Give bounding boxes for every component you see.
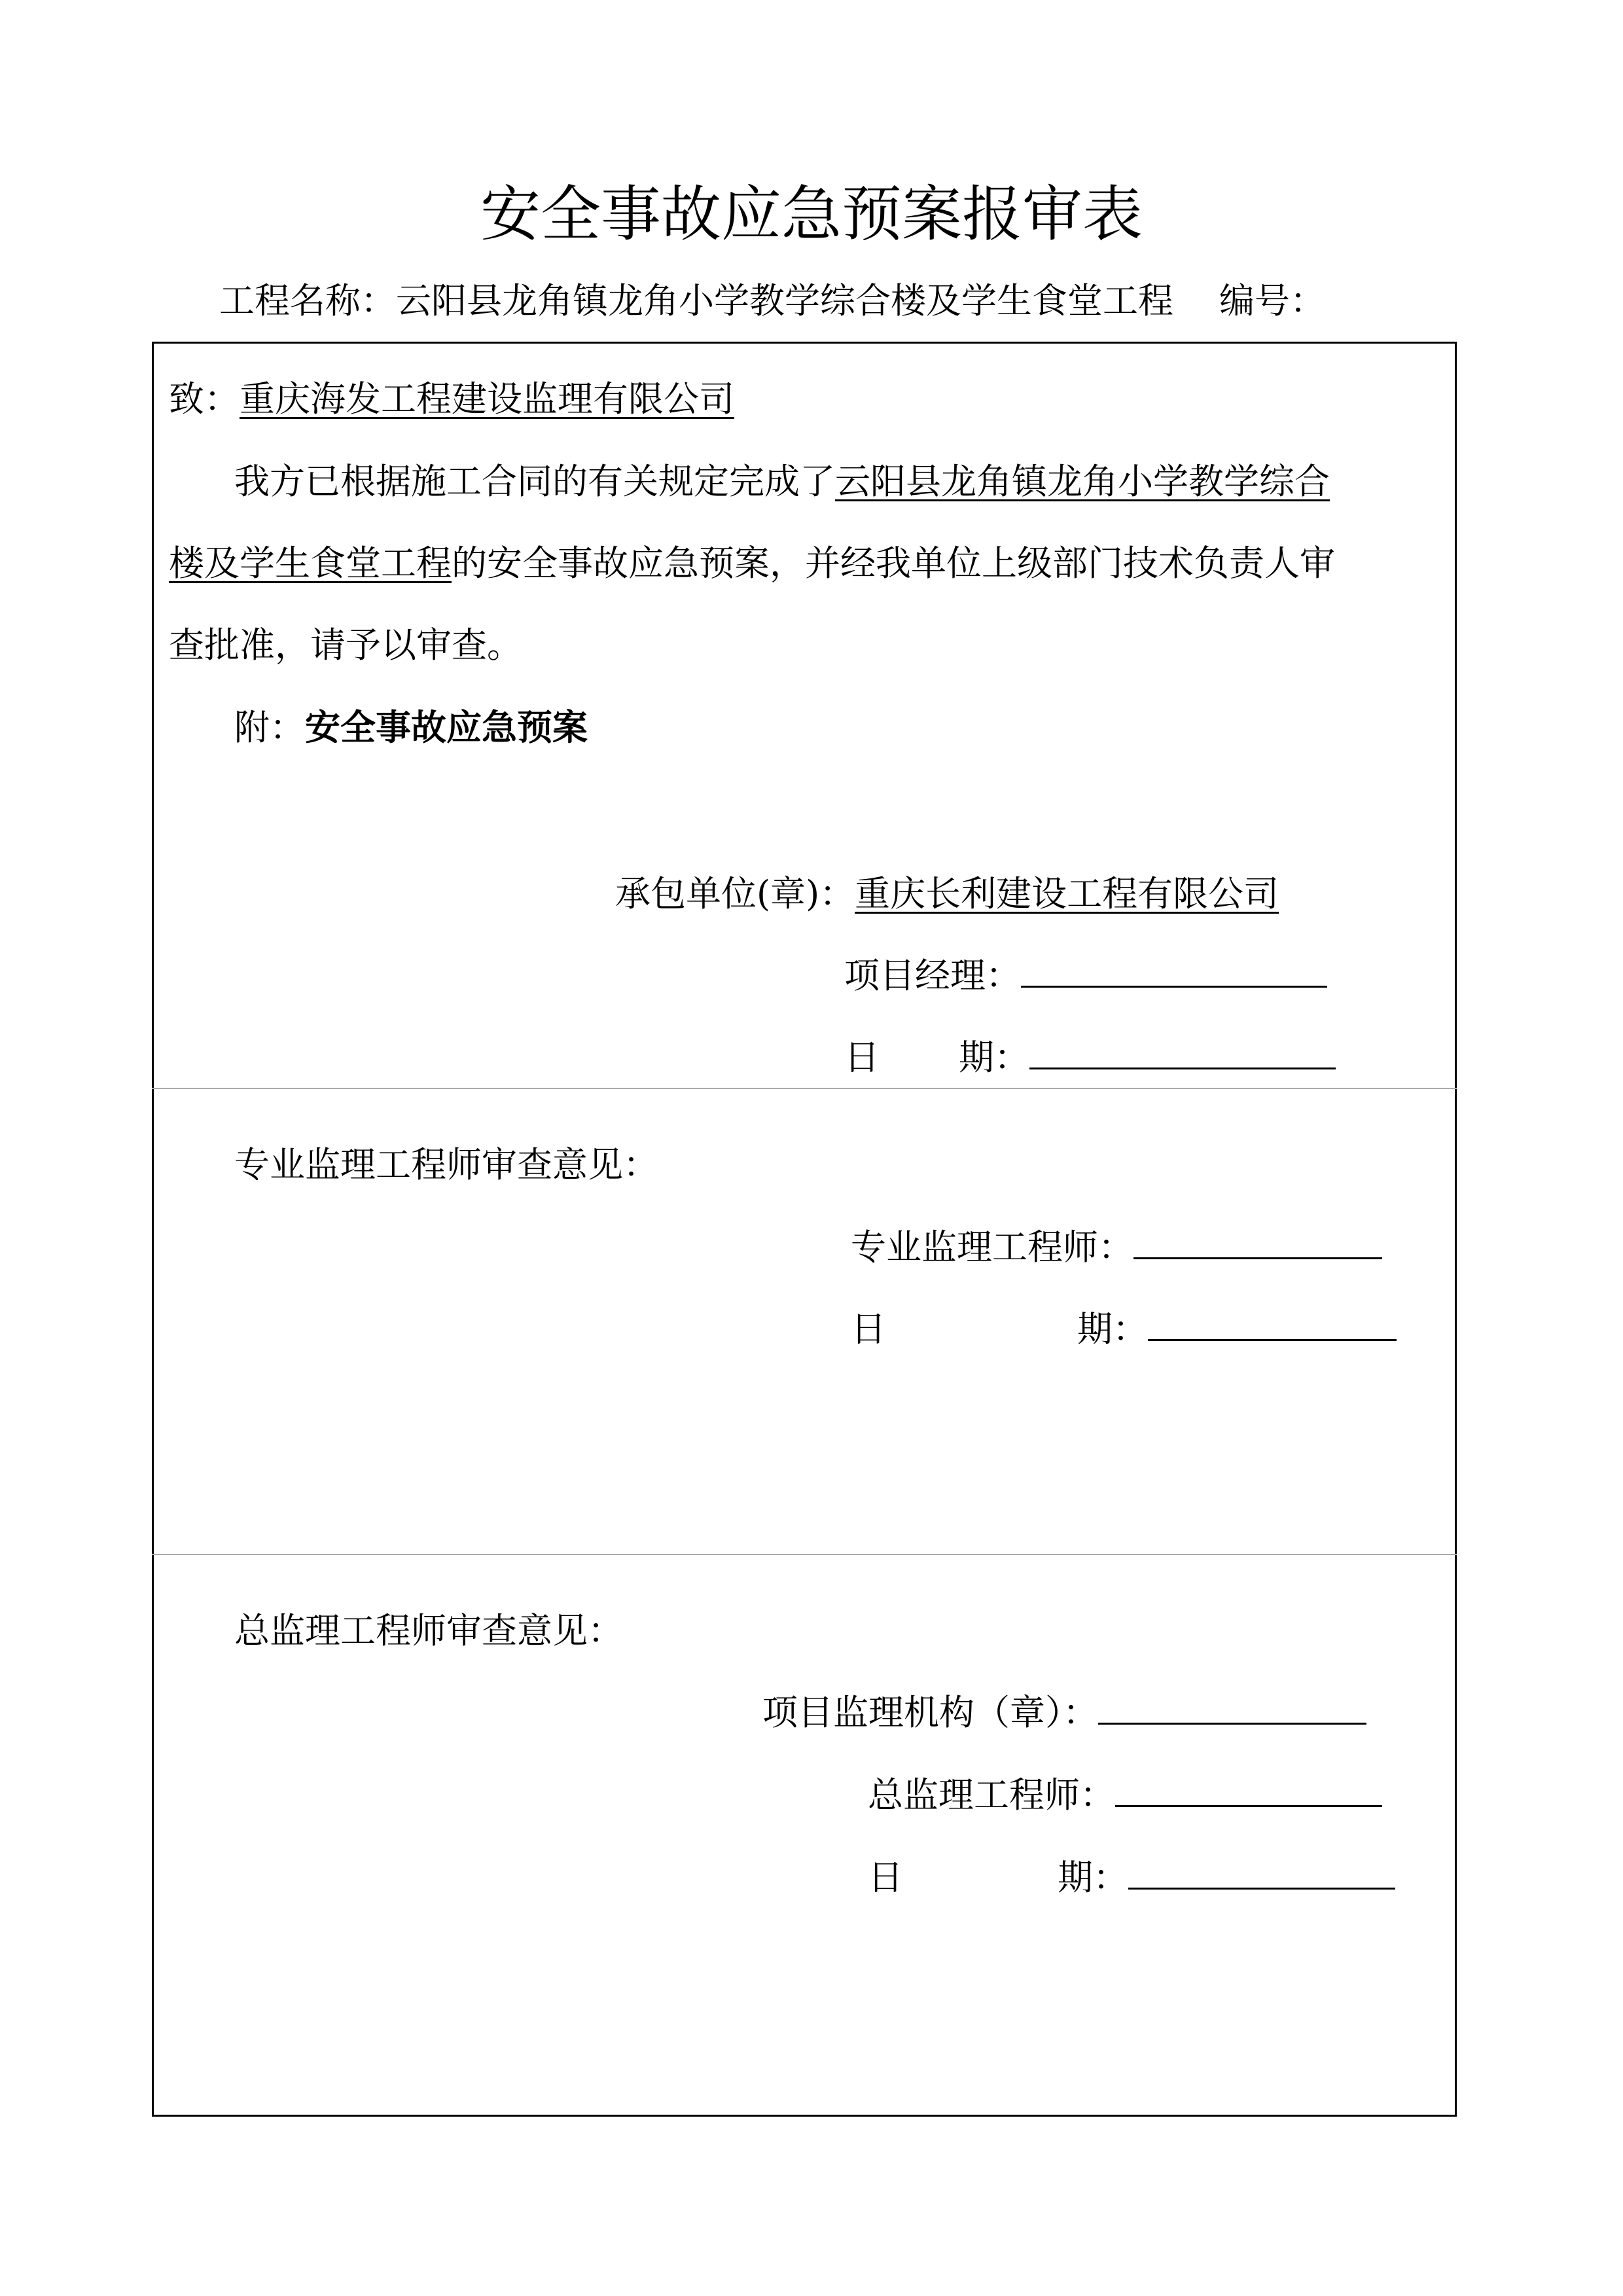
recipient-line: [169, 376, 734, 423]
contractor-date-line: [844, 1034, 1336, 1081]
statement-text-1: 我方已根据施工合同的有关规定完成了: [234, 461, 835, 502]
attachment-label: 附：: [234, 707, 305, 748]
specialist-engineer-line: [851, 1224, 1382, 1271]
supervision-org-seal-blank: [1098, 1690, 1366, 1725]
specialist-engineer-label: 专业监理工程师：: [851, 1227, 1133, 1268]
chief-date-label-first: 日: [868, 1857, 903, 1898]
project-header: [219, 275, 1325, 327]
date-label-first: 日: [844, 1037, 880, 1078]
project-manager-signature-blank: [1021, 953, 1327, 988]
contractor-date-blank: [1029, 1035, 1336, 1069]
recipient-label: 致：: [169, 378, 240, 420]
attachment-name: 安全事故应急预案: [305, 706, 588, 748]
specialist-date-label-first: 日: [851, 1308, 886, 1350]
specialist-date-line: [851, 1306, 1397, 1353]
chief-engineer-signature-blank: [1115, 1772, 1382, 1807]
chief-engineer-label: 总监理工程师：: [868, 1774, 1115, 1816]
statement-project-name-2: 楼及学生食堂工程: [169, 543, 452, 584]
page-title: 安全事故应急预案报审表: [480, 179, 1143, 249]
statement-line-3: 查批准，请予以审查。: [169, 624, 522, 666]
project-manager-line: [844, 952, 1327, 999]
statement-line-1: [234, 458, 1330, 505]
contractor-label: 承包单位(章)：: [615, 873, 855, 914]
chief-date-label-second: 期：: [1058, 1857, 1128, 1898]
project-manager-label: 项目经理：: [844, 955, 1021, 996]
statement-text-2: 的安全事故应急预案，并经我单位上级部门技术负责人审: [452, 543, 1335, 584]
contractor-name: 重庆长利建设工程有限公司: [855, 873, 1279, 914]
project-name: 云阳县龙角镇龙角小学教学综合楼及学生食堂工程: [396, 280, 1173, 321]
chief-date-line: [868, 1854, 1395, 1901]
statement-line-2: [169, 540, 1335, 587]
specialist-review-heading: 专业监理工程师审查意见：: [234, 1144, 658, 1185]
project-label: 工程名称：: [219, 280, 396, 321]
date-label-second: 期：: [959, 1037, 1029, 1078]
statement-project-name-1: 云阳县龙角镇龙角小学教学综合: [835, 461, 1330, 502]
section-divider-2: [152, 1554, 1457, 1555]
contractor-line: [615, 870, 1279, 918]
attachment-line: [234, 704, 588, 751]
code-label: 编号：: [1219, 280, 1325, 321]
section-divider-1: [152, 1088, 1457, 1089]
supervision-org-label: 项目监理机构（章）：: [762, 1692, 1098, 1733]
chief-review-heading: 总监理工程师审查意见：: [234, 1610, 623, 1651]
supervision-org-line: [762, 1689, 1366, 1736]
chief-engineer-line: [868, 1772, 1382, 1819]
specialist-date-label-second: 期：: [1077, 1308, 1148, 1350]
recipient-name: 重庆海发工程建设监理有限公司: [240, 378, 734, 420]
chief-date-blank: [1128, 1855, 1395, 1890]
specialist-date-blank: [1148, 1306, 1397, 1341]
specialist-engineer-signature-blank: [1133, 1225, 1382, 1259]
